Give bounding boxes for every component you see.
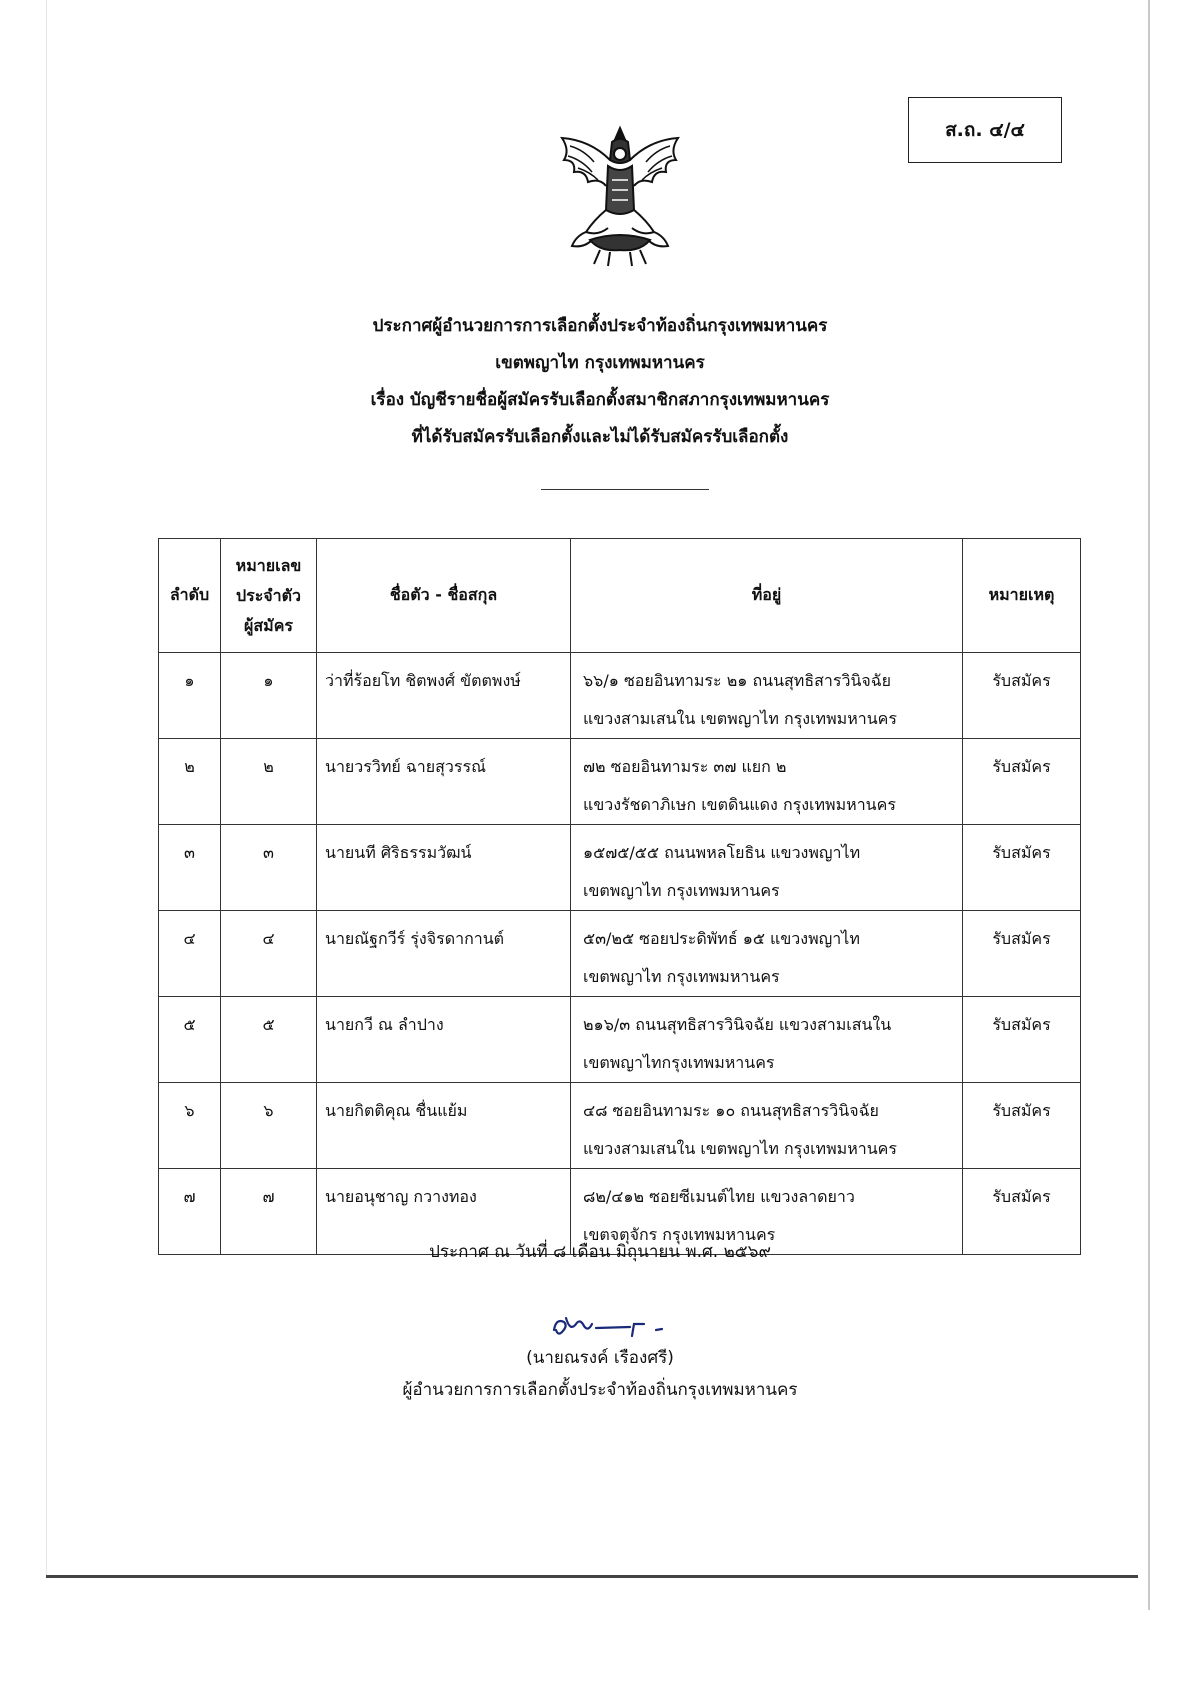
cell-address xyxy=(571,911,963,997)
header-id-line-3: ผู้สมัคร xyxy=(244,615,293,635)
table-row xyxy=(159,911,1081,997)
address-line-1: ๑๕๗๕/๕๕ ถนนพหลโยธิน แขวงพญาไท xyxy=(583,843,861,862)
cell-remark: รับสมัคร xyxy=(963,825,1081,911)
heading-line-2: เขตพญาไท กรุงเทพมหานคร xyxy=(495,353,705,373)
cell-remark: รับสมัคร xyxy=(963,911,1081,997)
cell-name: นายกวี ณ ลำปาง xyxy=(317,997,571,1083)
signer-title: ผู้อำนวยการการเลือกตั้งประจำท้องถิ่นกรุงเทพมหานคร xyxy=(402,1380,798,1400)
table-row xyxy=(159,653,1081,739)
cell-address xyxy=(571,653,963,739)
cell-address xyxy=(571,739,963,825)
announcement-heading xyxy=(300,308,900,456)
address-line-2: เขตจตุจักร กรุงเทพมหานคร xyxy=(583,1225,776,1244)
cell-order: ๖ xyxy=(159,1083,221,1169)
address-line-1: ๖๖/๑ ซอยอินทามระ ๒๑ ถนนสุทธิสารวินิจฉัย xyxy=(583,671,892,690)
cell-candidate-number: ๑ xyxy=(221,653,317,739)
cell-address xyxy=(571,825,963,911)
address-line-2: เขตพญาไทกรุงเทพมหานคร xyxy=(583,1053,775,1072)
candidate-table xyxy=(158,538,1081,1255)
cell-order: ๓ xyxy=(159,825,221,911)
cell-candidate-number: ๖ xyxy=(221,1083,317,1169)
cell-candidate-number: ๒ xyxy=(221,739,317,825)
address-line-1: ๗๒ ซอยอินทามระ ๓๗ แยก ๒ xyxy=(583,757,787,776)
table-row xyxy=(159,1083,1081,1169)
cell-candidate-number: ๗ xyxy=(221,1169,317,1255)
cell-remark: รับสมัคร xyxy=(963,739,1081,825)
heading-divider xyxy=(541,489,709,490)
handwritten-signature xyxy=(548,1310,678,1344)
cell-candidate-number: ๔ xyxy=(221,911,317,997)
cell-remark: รับสมัคร xyxy=(963,1083,1081,1169)
cell-remark: รับสมัคร xyxy=(963,1169,1081,1255)
cell-candidate-number: ๕ xyxy=(221,997,317,1083)
header-address: ที่อยู่ xyxy=(571,539,963,653)
cell-name: นายนที ศิริธรรมวัฒน์ xyxy=(317,825,571,911)
address-line-2: แขวงสามเสนใน เขตพญาไท กรุงเทพมหานคร xyxy=(583,709,897,728)
table-row xyxy=(159,739,1081,825)
cell-name: นายกิตติคุณ ชื่นแย้ม xyxy=(317,1083,571,1169)
announcement-date: ประกาศ ณ วันที่ ๘ เดือน มิถุนายน พ.ศ. ๒๕๖๙ xyxy=(429,1242,771,1262)
cell-candidate-number: ๓ xyxy=(221,825,317,911)
address-line-2: เขตพญาไท กรุงเทพมหานคร xyxy=(583,967,780,986)
cell-order: ๒ xyxy=(159,739,221,825)
cell-remark: รับสมัคร xyxy=(963,997,1081,1083)
cell-name: นายวรวิทย์ ฉายสุวรรณ์ xyxy=(317,739,571,825)
garuda-emblem-icon xyxy=(550,120,690,270)
cell-order: ๔ xyxy=(159,911,221,997)
address-line-1: ๘๒/๔๑๒ ซอยซีเมนต์ไทย แขวงลาดยาว xyxy=(583,1187,855,1206)
address-line-2: เขตพญาไท กรุงเทพมหานคร xyxy=(583,881,780,900)
form-code-box xyxy=(908,97,1062,163)
table-header-row xyxy=(159,539,1081,653)
header-id-line-1: หมายเลข xyxy=(235,555,302,575)
cell-name: นายณัฐกวีร์ รุ่งจิรดากานต์ xyxy=(317,911,571,997)
cell-address xyxy=(571,1083,963,1169)
address-line-1: ๔๘ ซอยอินทามระ ๑๐ ถนนสุทธิสารวินิจฉัย xyxy=(583,1101,879,1120)
heading-line-3: เรื่อง บัญชีรายชื่อผู้สมัครรับเลือกตั้งสมาชิกสภากรุงเทพมหานคร xyxy=(370,390,830,410)
header-name: ชื่อตัว - ชื่อสกุล xyxy=(317,539,571,653)
page-edge-left xyxy=(46,0,47,1575)
header-candidate-number xyxy=(221,539,317,653)
cell-order: ๑ xyxy=(159,653,221,739)
address-line-1: ๕๓/๒๕ ซอยประดิพัทธ์ ๑๕ แขวงพญาไท xyxy=(583,929,860,948)
cell-remark: รับสมัคร xyxy=(963,653,1081,739)
table-row xyxy=(159,825,1081,911)
header-remark: หมายเหตุ xyxy=(963,539,1081,653)
address-line-1: ๒๑๖/๓ ถนนสุทธิสารวินิจฉัย แขวงสามเสนใน xyxy=(583,1015,892,1034)
page-edge-right xyxy=(1148,0,1150,1610)
heading-line-4: ที่ได้รับสมัครรับเลือกตั้งและไม่ได้รับสมัครรับเลือกตั้ง xyxy=(411,427,789,447)
address-line-2: แขวงรัชดาภิเษก เขตดินแดง กรุงเทพมหานคร xyxy=(583,795,896,814)
heading-line-1: ประกาศผู้อำนวยการการเลือกตั้งประจำท้องถิ่นกรุงเทพมหานคร xyxy=(372,316,828,336)
address-line-2: แขวงสามเสนใน เขตพญาไท กรุงเทพมหานคร xyxy=(583,1139,897,1158)
cell-name: ว่าที่ร้อยโท ชิตพงศ์ ขัตตพงษ์ xyxy=(317,653,571,739)
form-code: ส.ถ. ๔/๔ xyxy=(945,119,1025,141)
header-id-line-2: ประจำตัว xyxy=(235,585,302,605)
page-edge-bottom xyxy=(46,1575,1138,1578)
cell-order: ๗ xyxy=(159,1169,221,1255)
header-order: ลำดับ xyxy=(159,539,221,653)
cell-order: ๕ xyxy=(159,997,221,1083)
signer-name: (นายณรงค์ เรืองศรี) xyxy=(526,1348,674,1368)
table-row xyxy=(159,997,1081,1083)
cell-address xyxy=(571,997,963,1083)
cell-name: นายอนุชาญ กวางทอง xyxy=(317,1169,571,1255)
